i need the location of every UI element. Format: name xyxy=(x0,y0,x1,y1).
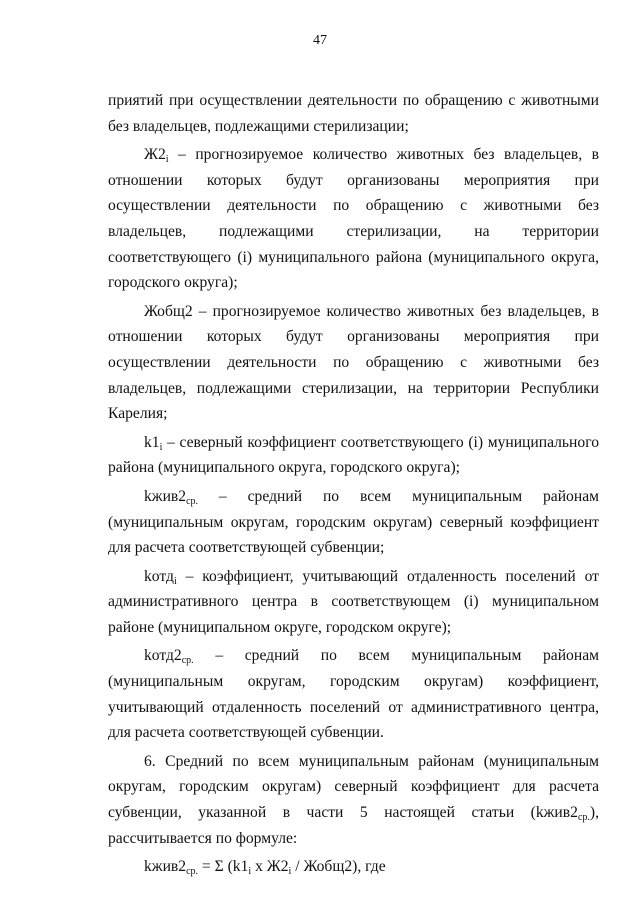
paragraph-p2 xyxy=(108,142,599,296)
text-run: k1 xyxy=(144,433,160,451)
text-run: х Ж2 xyxy=(251,858,289,876)
subscript: i xyxy=(165,154,169,166)
subscript: ср. xyxy=(186,866,199,878)
paragraph-p9 xyxy=(108,854,599,880)
paragraph-p5 xyxy=(108,484,599,561)
text-run: – прогнозируемое количество животных без владельцев, в отношении которых будут организованы мероприятия при осуществлении деятельности по обращению с животными без владельцев, подлежащими стерилизации, на территории соответствующего (i) муниципального района (муниципального округа, городского округа); xyxy=(108,146,599,292)
document-body xyxy=(108,88,599,883)
paragraph-p3 xyxy=(108,299,599,427)
text-run: = Σ (k1 xyxy=(198,858,249,876)
paragraph-p8 xyxy=(108,749,599,851)
subscript: i xyxy=(159,441,163,453)
text-run: kотд2 xyxy=(144,647,182,665)
text-run: kотд xyxy=(144,567,174,585)
text-run: – северный коэффициент соответствующего (i) муниципального района (муниципального округа, городского округа); xyxy=(108,433,599,477)
paragraph-p4 xyxy=(108,430,599,481)
subscript: i xyxy=(248,866,252,878)
text-run: Ж2 xyxy=(144,146,166,164)
text-run: kжив2 xyxy=(144,487,187,505)
subscript: ср. xyxy=(186,495,199,507)
paragraph-p7 xyxy=(108,643,599,745)
page-number: 47 xyxy=(313,33,327,48)
paragraph-p1 xyxy=(108,88,599,139)
text-run: 6. Средний по всем муниципальным районам (муниципальным округам, городским округам) северный коэффициент для расчета субвенции, указанной в части 5 настоящей статьи (kжив2 xyxy=(108,752,599,822)
subscript: ср. xyxy=(577,812,590,824)
paragraph-p6 xyxy=(108,564,599,641)
subscript: i xyxy=(288,866,292,878)
subscript: ср. xyxy=(181,655,194,667)
text-run: приятий при осуществлении деятельности по обращению с животными без владельцев, подлежащими стерилизации; xyxy=(108,92,599,135)
text-run: / Жобщ2), где xyxy=(291,858,386,876)
text-run: – средний по всем муниципальным районам (муниципальным округам, городским округам) коэффициент, учитывающий отдаленность поселений от административного центра, для расчета соответствующей субвенции. xyxy=(108,647,599,742)
text-run: kжив2 xyxy=(144,858,187,876)
text-run: Жобщ2 – прогнозируемое количество животных без владельцев, в отношении которых будут организованы мероприятия при осуществлении деятельности по обращению с животными без владельцев, подлежащими стерилизации, на территории Республики Карелия; xyxy=(108,302,599,423)
subscript: i xyxy=(173,575,177,587)
text-run: – коэффициент, учитывающий отдаленность поселений от административного центра в соответствующем (i) муниципальном районе (муниципальном округе, городском округе); xyxy=(108,567,599,636)
text-run: ), рассчитывается по формуле: xyxy=(108,804,599,847)
text-run: – средний по всем муниципальным районам (муниципальным округам, городским округам) северный коэффициент для расчета соответствующей субвенции; xyxy=(108,487,599,557)
